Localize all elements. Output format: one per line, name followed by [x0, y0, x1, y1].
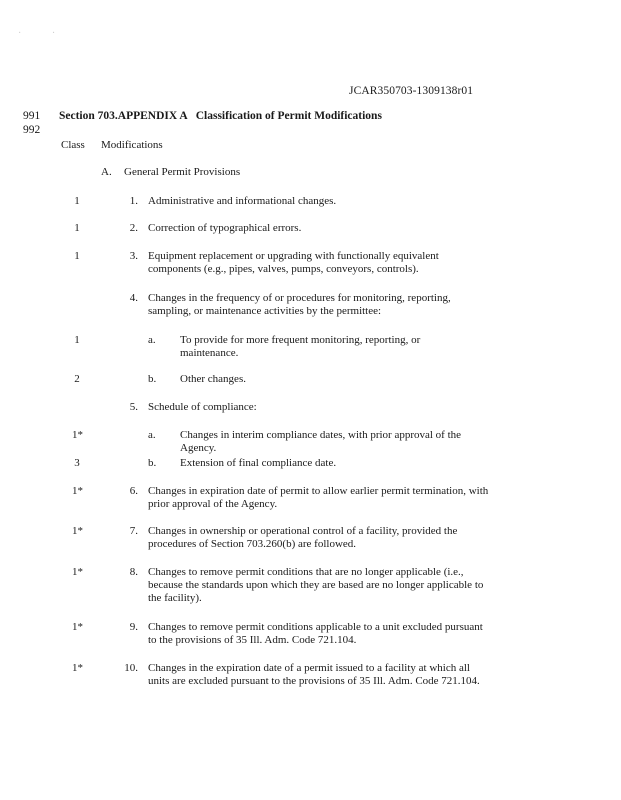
item-class: 1 [74, 195, 80, 207]
item-number: 5. [129, 401, 138, 413]
item-text: Changes to remove permit conditions that are no longer applicable (i.e., because the standards upon which they are based are no longer applicable to the facility). [148, 566, 484, 604]
item-class: 1* [72, 429, 83, 441]
item-text: Changes in expiration date of permit to allow earlier permit termination, with prior approval of the Agency. [148, 485, 489, 510]
item-text: Other changes. [180, 373, 246, 385]
item-class: 1 [74, 222, 80, 234]
item-number: 8. [129, 566, 138, 578]
item-text: Equipment replacement or upgrading with functionally equivalent components (e.g., pipes, valves, pumps, conveyors, controls). [148, 250, 439, 275]
class-column-header: Class [61, 139, 85, 151]
line-number: 991 [23, 110, 41, 122]
item-class: 3 [74, 457, 80, 469]
item-class: 1* [72, 662, 83, 674]
item-number: 2. [129, 222, 138, 234]
item-number: 1. [129, 195, 138, 207]
item-class: 1* [72, 485, 83, 497]
item-number: 6. [129, 485, 138, 497]
item-text: Changes in ownership or operational control of a facility, provided the procedures of Section 703.260(b) are followed. [148, 525, 458, 550]
item-class: 2 [74, 373, 80, 385]
item-text: Extension of final compliance date. [180, 457, 337, 469]
section-title: Section 703.APPENDIX A Classification of Permit Modifications [59, 110, 382, 122]
item-text: Changes in the frequency of or procedures for monitoring, reporting, sampling, or maintenance activities by the permittee: [148, 292, 451, 317]
item-class: 1 [74, 334, 80, 346]
item-text: To provide for more frequent monitoring, reporting, or maintenance. [180, 334, 421, 359]
item-text: Schedule of compliance: [148, 401, 257, 413]
item-class: 1* [72, 566, 83, 578]
line-number: 992 [23, 124, 41, 136]
item-text: Changes in interim compliance dates, with prior approval of the Agency. [180, 429, 462, 454]
item-class: 1 [74, 250, 80, 262]
item-class: 1* [72, 621, 83, 633]
item-class: 1* [72, 525, 83, 537]
item-letter: a. [148, 334, 156, 346]
group-title: General Permit Provisions [124, 166, 241, 178]
item-number: 9. [129, 621, 138, 633]
item-letter: b. [148, 373, 157, 385]
item-letter: b. [148, 457, 157, 469]
group-letter: A. [101, 166, 112, 178]
item-text: Changes in the expiration date of a permit issued to a facility at which all units are excluded pursuant to the provisions of 35 Ill. Adm. Code 721.104. [148, 662, 480, 687]
item-text: Correction of typographical errors. [148, 222, 302, 234]
modifications-column-header: Modifications [101, 139, 163, 151]
item-number: 3. [129, 250, 138, 262]
item-text: Administrative and informational changes. [148, 195, 337, 207]
item-number: 10. [124, 662, 138, 674]
item-number: 4. [129, 292, 138, 304]
item-letter: a. [148, 429, 156, 441]
item-number: 7. [129, 525, 138, 537]
scan-marks: · · [18, 28, 70, 39]
item-text: Changes to remove permit conditions applicable to a unit excluded pursuant to the provisions of 35 Ill. Adm. Code 721.104. [148, 621, 483, 646]
document-id: JCAR350703-1309138r01 [349, 85, 474, 97]
